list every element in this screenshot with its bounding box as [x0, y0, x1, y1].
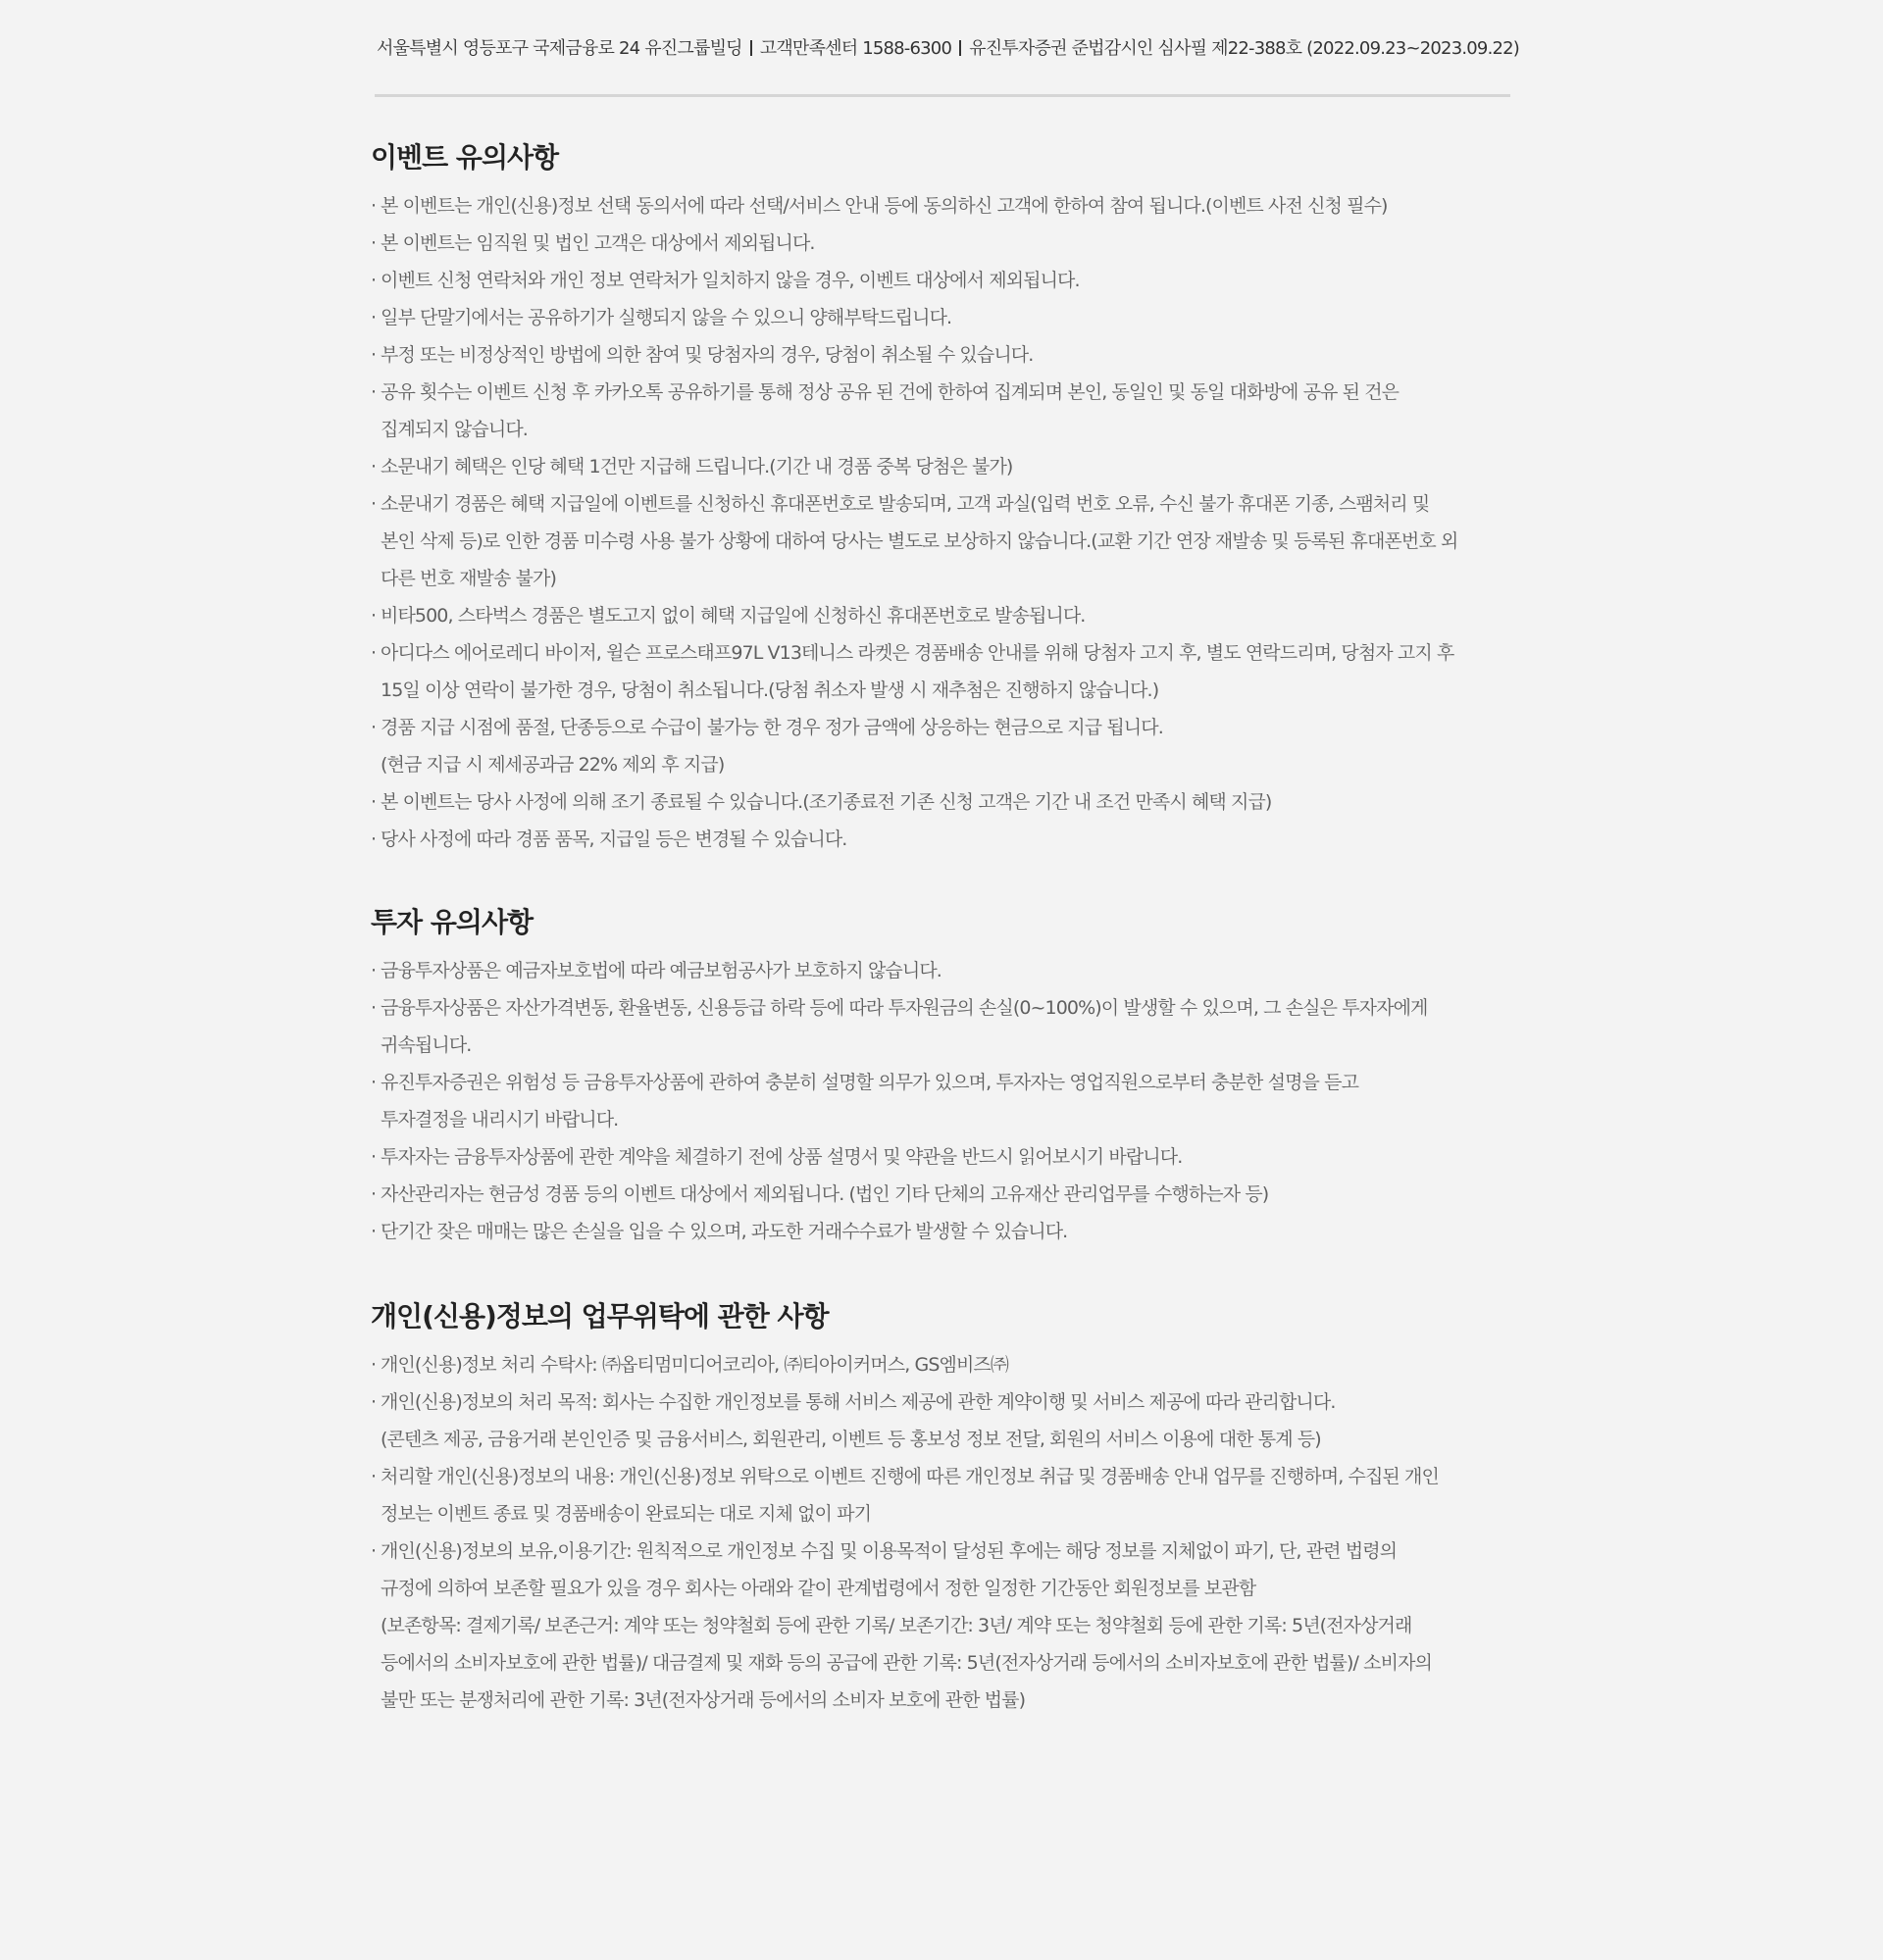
list-item [371, 1458, 1508, 1533]
list-item [371, 1176, 1508, 1213]
notice-text: 귀속됩니다. [381, 1034, 472, 1056]
bullet-dot-icon: · [371, 1183, 377, 1205]
notice-text: 금융투자상품은 자산가격변동, 환율변동, 신용등급 하락 등에 따라 투자원금의 손실(0~100%)이 발생할 수 있으며, 그 손실은 투자자에게 [381, 997, 1428, 1019]
list-item [371, 1346, 1508, 1383]
bullet-dot-icon: · [371, 195, 377, 217]
bullet-dot-icon: · [371, 456, 377, 477]
notice-text: 본인 삭제 등)로 인한 경품 미수령 사용 불가 상황에 대하여 당사는 별도로 보상하지 않습니다.(교환 기간 연장 재발송 및 등록된 휴대폰번호 외 [381, 530, 1458, 552]
notice-text: 15일 이상 연락이 불가한 경우, 당첨이 취소됩니다.(당첨 취소자 발생 시 재추첨은 진행하지 않습니다.) [381, 679, 1159, 701]
bullet-dot-icon: · [371, 829, 377, 850]
list-item [371, 299, 1508, 336]
bullet-dot-icon: · [371, 1540, 377, 1562]
separator [750, 40, 752, 56]
list-item [371, 1533, 1508, 1719]
bullet-dot-icon: · [371, 642, 377, 664]
list-item [371, 187, 1508, 225]
list-item [371, 336, 1508, 374]
notice-text: 집계되지 않습니다. [381, 419, 528, 440]
bullet-dot-icon: · [371, 307, 377, 328]
notice-text: 개인(신용)정보 처리 수탁사: ㈜옵티멈미디어코리아, ㈜티아이커머스, GS엠비즈㈜ [381, 1354, 1008, 1376]
list-item [371, 1064, 1508, 1138]
bullet-dot-icon: · [371, 1354, 377, 1376]
section-title: 개인(신용)정보의 업무위탁에 관한 사항 [371, 1300, 829, 1332]
notice-text: 아디다스 에어로레디 바이저, 윌슨 프로스태프97L V13테니스 라켓은 경품배송 안내를 위해 당첨자 고지 후, 별도 연락드리며, 당첨자 고지 후 [381, 642, 1454, 664]
divider [375, 94, 1510, 97]
bullet-dot-icon: · [371, 232, 377, 254]
list-item [371, 374, 1508, 448]
bullet-dot-icon: · [371, 717, 377, 738]
notice-text: 당사 사정에 따라 경품 품목, 지급일 등은 변경될 수 있습니다. [381, 829, 847, 850]
notice-text: 본 이벤트는 당사 사정에 의해 조기 종료될 수 있습니다.(조기종료전 기존 신청 고객은 기간 내 조건 만족시 혜택 지급) [381, 791, 1272, 813]
list-item [371, 597, 1508, 634]
notice-text: 일부 단말기에서는 공유하기가 실행되지 않을 수 있으니 양해부탁드립니다. [381, 307, 952, 328]
bullet-dot-icon: · [371, 1072, 377, 1093]
notice-text: 개인(신용)정보의 보유,이용기간: 원칙적으로 개인정보 수집 및 이용목적이 달성된 후에는 해당 정보를 지체없이 파기, 단, 관련 법령의 [381, 1540, 1398, 1562]
notice-text: 소문내기 혜택은 인당 혜택 1건만 지급해 드립니다.(기간 내 경품 중복 당첨은 불가) [381, 456, 1013, 477]
list-item [371, 485, 1508, 597]
notice-text: 투자결정을 내리시기 바랍니다. [381, 1109, 619, 1131]
notice-text: 정보는 이벤트 종료 및 경품배송이 완료되는 대로 지체 없이 파기 [381, 1503, 872, 1525]
company-address: 서울특별시 영등포구 국제금융로 24 유진그룹빌딩 [377, 38, 742, 59]
section-title: 투자 유의사항 [371, 906, 534, 938]
notice-text: 처리할 개인(신용)정보의 내용: 개인(신용)정보 위탁으로 이벤트 진행에 따른 개인정보 취급 및 경품배송 안내 업무를 진행하며, 수집된 개인 [381, 1466, 1439, 1487]
notice-list [371, 187, 1508, 858]
list-item [371, 952, 1508, 989]
bullet-dot-icon: · [371, 1221, 377, 1242]
list-item [371, 225, 1508, 262]
list-item [371, 989, 1508, 1064]
notice-text: 본 이벤트는 임직원 및 법인 고객은 대상에서 제외됩니다. [381, 232, 815, 254]
notice-list [371, 952, 1508, 1250]
notice-text: 이벤트 신청 연락처와 개인 정보 연락처가 일치하지 않을 경우, 이벤트 대상에서 제외됩니다. [381, 270, 1080, 291]
notice-text: 다른 번호 재발송 불가) [381, 568, 557, 589]
notice-text: 개인(신용)정보의 처리 목적: 회사는 수집한 개인정보를 통해 서비스 제공에 관한 계약이행 및 서비스 제공에 따라 관리합니다. [381, 1391, 1336, 1413]
bullet-dot-icon: · [371, 960, 377, 981]
event-notice-section [371, 140, 1508, 858]
notice-text: 자산관리자는 현금성 경품 등의 이벤트 대상에서 제외됩니다. (법인 기타 단체의 고유재산 관리업무를 수행하는자 등) [381, 1183, 1269, 1205]
separator [959, 40, 961, 56]
list-item [371, 262, 1508, 299]
notice-text: 규정에 의하여 보존할 필요가 있을 경우 회사는 아래와 같이 관계법령에서 정한 일정한 기간동안 회원정보를 보관함 [381, 1578, 1256, 1599]
bullet-dot-icon: · [371, 1391, 377, 1413]
list-item [371, 448, 1508, 485]
notice-list [371, 1346, 1508, 1719]
bullet-dot-icon: · [371, 344, 377, 366]
notice-text: 부정 또는 비정상적인 방법에 의한 참여 및 당첨자의 경우, 당첨이 취소될 수 있습니다. [381, 344, 1034, 366]
bullet-dot-icon: · [371, 493, 377, 515]
bullet-dot-icon: · [371, 381, 377, 403]
notice-text: 본 이벤트는 개인(신용)정보 선택 동의서에 따라 선택/서비스 안내 등에 동의하신 고객에 한하여 참여 됩니다.(이벤트 사전 신청 필수) [381, 195, 1388, 217]
bullet-dot-icon: · [371, 1146, 377, 1168]
list-item [371, 783, 1508, 821]
notice-text: 단기간 잦은 매매는 많은 손실을 입을 수 있으며, 과도한 거래수수료가 발생할 수 있습니다. [381, 1221, 1068, 1242]
list-item [371, 1213, 1508, 1250]
notice-text: (콘텐츠 제공, 금융거래 본인인증 및 금융서비스, 회원관리, 이벤트 등 홍보성 정보 전달, 회원의 서비스 이용에 대한 통계 등) [381, 1429, 1321, 1450]
bullet-dot-icon: · [371, 270, 377, 291]
service-center: 고객만족센터 1588-6300 [759, 38, 952, 59]
notice-text: 불만 또는 분쟁처리에 관한 기록: 3년(전자상거래 등에서의 소비자 보호에 관한 법률) [381, 1689, 1026, 1711]
privacy-outsourcing-section [371, 1299, 1508, 1719]
notice-text: 투자자는 금융투자상품에 관한 계약을 체결하기 전에 상품 설명서 및 약관을 반드시 읽어보시기 바랍니다. [381, 1146, 1183, 1168]
notice-text: 소문내기 경품은 혜택 지급일에 이벤트를 신청하신 휴대폰번호로 발송되며, 고객 과실(입력 번호 오류, 수신 불가 휴대폰 기종, 스팸처리 및 [381, 493, 1430, 515]
notice-text: (현금 지급 시 제세공과금 22% 제외 후 지급) [381, 754, 725, 776]
notice-text: 등에서의 소비자보호에 관한 법률)/ 대금결제 및 재화 등의 공급에 관한 기록: 5년(전자상거래 등에서의 소비자보호에 관한 법률)/ 소비자의 [381, 1652, 1432, 1674]
list-item [371, 821, 1508, 858]
list-item [371, 709, 1508, 783]
notice-page [371, 0, 1520, 1719]
notice-text: (보존항목: 결제기록/ 보존근거: 계약 또는 청약철회 등에 관한 기록/ 보존기간: 3년/ 계약 또는 청약철회 등에 관한 기록: 5년(전자상거래 [381, 1615, 1412, 1636]
list-item [371, 1383, 1508, 1458]
bullet-dot-icon: · [371, 605, 377, 627]
list-item [371, 1138, 1508, 1176]
bullet-dot-icon: · [371, 1466, 377, 1487]
notice-text: 유진투자증권은 위험성 등 금융투자상품에 관하여 충분히 설명할 의무가 있으며, 투자자는 영업직원으로부터 충분한 설명을 듣고 [381, 1072, 1359, 1093]
notice-text: 공유 횟수는 이벤트 신청 후 카카오톡 공유하기를 통해 정상 공유 된 건에 한하여 집계되며 본인, 동일인 및 동일 대화방에 공유 된 건은 [381, 381, 1400, 403]
compliance-notice: 유진투자증권 준법감시인 심사필 제22-388호 (2022.09.23~2023.09.22) [969, 38, 1520, 59]
notice-text: 비타500, 스타벅스 경품은 별도고지 없이 혜택 지급일에 신청하신 휴대폰번호로 발송됩니다. [381, 605, 1086, 627]
notice-text: 금융투자상품은 예금자보호법에 따라 예금보험공사가 보호하지 않습니다. [381, 960, 942, 981]
bullet-dot-icon: · [371, 997, 377, 1019]
investment-notice-section [371, 905, 1508, 1250]
list-item [371, 634, 1508, 709]
section-title: 이벤트 유의사항 [371, 141, 559, 174]
notice-text: 경품 지급 시점에 품절, 단종등으로 수급이 불가능 한 경우 정가 금액에 상응하는 현금으로 지급 됩니다. [381, 717, 1163, 738]
bullet-dot-icon: · [371, 791, 377, 813]
company-info [371, 35, 1520, 63]
